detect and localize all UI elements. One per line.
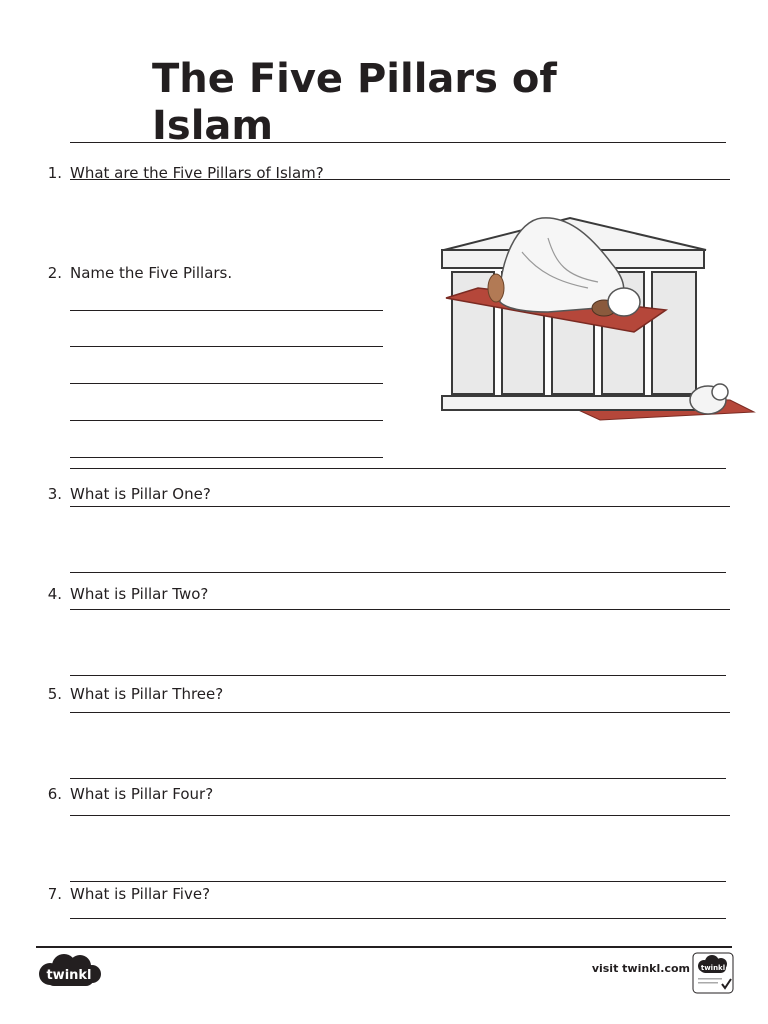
quality-standard-badge [692,952,734,994]
question-1-answer-line[interactable] [70,179,730,180]
question-2-number: 2. [47,264,62,282]
question-3-text: What is Pillar One? [70,485,211,503]
pillar-answer-line-2[interactable] [70,346,383,347]
mosque-base [442,396,704,410]
twinkl-cloud-logo[interactable] [36,952,102,992]
question-6-text: What is Pillar Four? [70,785,214,803]
title-rule [70,142,726,143]
twinkl-logo-text: twinkl [46,968,92,983]
question-1-text: What are the Five Pillars of Islam? [70,164,324,182]
question-7-text: What is Pillar Five? [70,885,211,903]
question-6-number: 6. [47,785,62,803]
question-1-number: 1. [47,164,62,182]
question-5-answer-line-1[interactable] [70,712,730,713]
question-2-text: Name the Five Pillars. [70,264,233,282]
question-5-text: What is Pillar Three? [70,685,224,703]
question-3-answer-line-2[interactable] [70,572,726,573]
badge-logo-text: twinkl [700,964,726,972]
mosque-column [652,272,696,394]
section-divider [70,468,726,469]
question-3-answer-line-1[interactable] [70,506,730,507]
pillar-answer-line-5[interactable] [70,457,383,458]
praying-men-mosque-illustration [438,212,758,434]
question-4-answer-line-1[interactable] [70,609,730,610]
question-5-answer-line-2[interactable] [70,778,726,779]
page-title: The Five Pillars of Islam [152,56,557,149]
pillar-answer-line-1[interactable] [70,310,383,311]
question-4-number: 4. [47,585,62,603]
question-7-answer-line[interactable] [70,918,726,919]
question-4-answer-line-2[interactable] [70,675,726,676]
question-6-answer-line-1[interactable] [70,815,730,816]
question-3-number: 3. [47,485,62,503]
question-6-answer-line-2[interactable] [70,881,726,882]
pillar-answer-line-3[interactable] [70,383,383,384]
question-5-number: 5. [47,685,62,703]
pillar-answer-line-4[interactable] [70,420,383,421]
question-7-number: 7. [47,885,62,903]
visit-twinkl-link[interactable]: visit twinkl.com [591,962,690,975]
footer-rule [36,946,732,948]
question-4-text: What is Pillar Two? [70,585,209,603]
